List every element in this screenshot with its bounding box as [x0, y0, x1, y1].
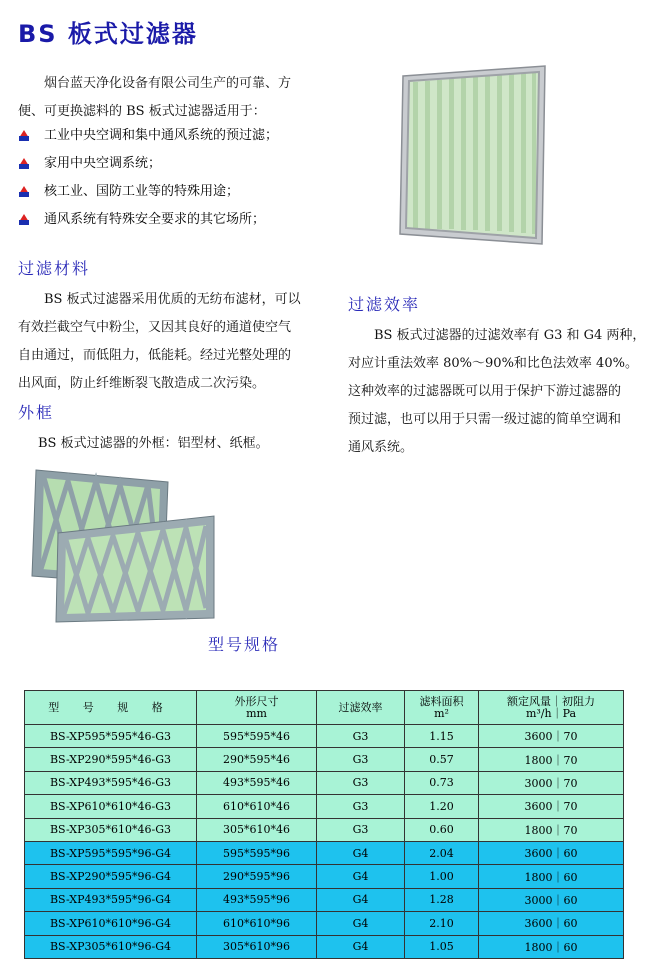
- bullet-icon: [18, 186, 30, 198]
- efficiency-line: 通风系统。: [348, 440, 414, 455]
- cell-model: BS-XP493*595*96-G4: [25, 888, 197, 911]
- header-size: 外形尺寸 mm: [197, 691, 317, 725]
- cell-efficiency: G3: [317, 771, 405, 794]
- cell-flow: 1800｜60: [479, 935, 624, 958]
- spec-table: [24, 690, 624, 959]
- table-row: [25, 725, 624, 748]
- cell-efficiency: G3: [317, 748, 405, 771]
- cell-area: 1.28: [405, 888, 479, 911]
- intro-line: 便、可更换滤料的 BS 板式过滤器适用于：: [18, 104, 266, 119]
- cell-area: 1.00: [405, 865, 479, 888]
- cell-efficiency: G4: [317, 912, 405, 935]
- paper-frame-filter-image: [18, 458, 218, 623]
- cell-efficiency: G3: [317, 795, 405, 818]
- efficiency-paragraph: [348, 322, 648, 462]
- cell-size: 610*610*96: [197, 912, 317, 935]
- cell-efficiency: G3: [317, 725, 405, 748]
- cell-area: 2.10: [405, 912, 479, 935]
- cell-flow: 3600｜60: [479, 912, 624, 935]
- cell-area: 1.20: [405, 795, 479, 818]
- usage-list: [18, 122, 278, 234]
- table-row: [25, 935, 624, 958]
- material-line: 自由通过，而低阻力，低能耗。经过光整处理的: [18, 348, 292, 363]
- cell-model: BS-XP610*610*46-G3: [25, 795, 197, 818]
- bullet-icon: [18, 130, 30, 142]
- list-item: [18, 150, 278, 178]
- cell-size: 305*610*46: [197, 818, 317, 841]
- table-row: [25, 888, 624, 911]
- efficiency-line: 对应计重法效率 80%～90%和比色法效率 40%。: [348, 356, 638, 371]
- cell-size: 595*595*46: [197, 725, 317, 748]
- section-heading-model: 型号规格: [208, 635, 281, 654]
- header-model: 型 号 规 格: [25, 691, 197, 725]
- frame-text: BS 板式过滤器的外框：铝型材、纸框。: [38, 436, 269, 451]
- cell-area: 2.04: [405, 841, 479, 864]
- intro-line: 烟台蓝天净化设备有限公司生产的可靠、方: [44, 76, 292, 91]
- table-row: [25, 771, 624, 794]
- cell-efficiency: G4: [317, 865, 405, 888]
- header-flow: 额定风量｜初阻力 m³/h｜Pa: [479, 691, 624, 725]
- table-row: [25, 865, 624, 888]
- list-item: [18, 206, 278, 234]
- page-title: BS 板式过滤器: [18, 20, 198, 48]
- cell-size: 290*595*96: [197, 865, 317, 888]
- cell-size: 290*595*46: [197, 748, 317, 771]
- material-line: 有效拦截空气中粉尘，又因其良好的通道使空气: [18, 320, 292, 335]
- section-heading-efficiency: 过滤效率: [348, 295, 421, 314]
- cell-efficiency: G3: [317, 818, 405, 841]
- table-row: [25, 795, 624, 818]
- cell-size: 595*595*96: [197, 841, 317, 864]
- header-efficiency: 过滤效率: [317, 691, 405, 725]
- bullet-icon: [18, 158, 30, 170]
- cell-size: 493*595*96: [197, 888, 317, 911]
- table-header-row: [25, 691, 624, 725]
- table-row: [25, 748, 624, 771]
- header-area: 滤料面积 m²: [405, 691, 479, 725]
- cell-flow: 1800｜70: [479, 748, 624, 771]
- aluminium-frame-filter-image: [395, 64, 550, 249]
- list-item-text: 工业中央空调和集中通风系统的预过滤；: [44, 128, 279, 143]
- efficiency-line: 预过滤，也可以用于只需一级过滤的简单空调和: [348, 412, 622, 427]
- list-item-text: 家用中央空调系统；: [44, 156, 162, 171]
- cell-model: BS-XP290*595*46-G3: [25, 748, 197, 771]
- material-line: 出风面，防止纤维断裂飞散造成二次污染。: [18, 376, 266, 391]
- material-line: BS 板式过滤器采用优质的无纺布滤材，可以: [44, 292, 301, 307]
- cell-area: 1.05: [405, 935, 479, 958]
- efficiency-line: 这种效率的过滤器既可以用于保护下游过滤器的: [348, 384, 622, 399]
- cell-flow: 3600｜70: [479, 795, 624, 818]
- cell-area: 1.15: [405, 725, 479, 748]
- cell-flow: 3000｜60: [479, 888, 624, 911]
- cell-model: BS-XP595*595*46-G3: [25, 725, 197, 748]
- section-heading-material: 过滤材料: [18, 259, 91, 278]
- list-item-text: 核工业、国防工业等的特殊用途；: [44, 184, 240, 199]
- bullet-icon: [18, 214, 30, 226]
- cell-model: BS-XP595*595*96-G4: [25, 841, 197, 864]
- cell-model: BS-XP290*595*96-G4: [25, 865, 197, 888]
- cell-model: BS-XP610*610*96-G4: [25, 912, 197, 935]
- material-paragraph: [18, 286, 330, 398]
- table-row: [25, 818, 624, 841]
- intro-paragraph: [18, 70, 338, 126]
- cell-size: 305*610*96: [197, 935, 317, 958]
- cell-model: BS-XP493*595*46-G3: [25, 771, 197, 794]
- list-item: [18, 122, 278, 150]
- section-heading-frame: 外框: [18, 403, 55, 422]
- cell-efficiency: G4: [317, 888, 405, 911]
- cell-efficiency: G4: [317, 841, 405, 864]
- cell-flow: 3600｜70: [479, 725, 624, 748]
- table-row: [25, 912, 624, 935]
- cell-size: 493*595*46: [197, 771, 317, 794]
- table-row: [25, 841, 624, 864]
- list-item: [18, 178, 278, 206]
- cell-flow: 1800｜70: [479, 818, 624, 841]
- efficiency-line: BS 板式过滤器的过滤效率有 G3 和 G4 两种，: [374, 328, 646, 343]
- front-filter: [56, 516, 214, 622]
- cell-size: 610*610*46: [197, 795, 317, 818]
- list-item-text: 通风系统有特殊安全要求的其它场所；: [44, 212, 266, 227]
- cell-area: 0.60: [405, 818, 479, 841]
- cell-model: BS-XP305*610*96-G4: [25, 935, 197, 958]
- cell-model: BS-XP305*610*46-G3: [25, 818, 197, 841]
- cell-flow: 3600｜60: [479, 841, 624, 864]
- cell-area: 0.73: [405, 771, 479, 794]
- cell-area: 0.57: [405, 748, 479, 771]
- cell-efficiency: G4: [317, 935, 405, 958]
- cell-flow: 3000｜70: [479, 771, 624, 794]
- cell-flow: 1800｜60: [479, 865, 624, 888]
